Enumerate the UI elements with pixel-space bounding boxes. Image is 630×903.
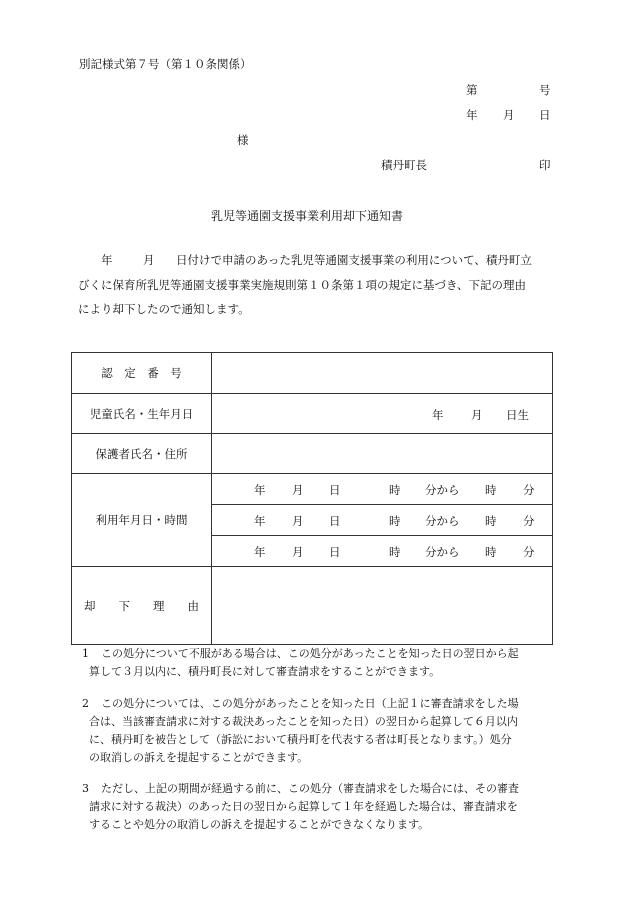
guardian-name-address-value: [212, 434, 553, 474]
slot-minute-end: 分: [523, 514, 535, 528]
body-year: 年: [101, 253, 113, 267]
birth-month-label: 月: [471, 407, 483, 422]
date-month: 月: [503, 108, 515, 122]
certification-number-label: 認 定 番 号: [72, 353, 212, 394]
body-line-3: により却下したので通知します。: [78, 302, 250, 316]
seal-mark: 印: [539, 158, 551, 172]
slot-day: 日: [329, 483, 341, 497]
note-2-line: に、積丹町を被告として（訴訟において積丹町を代表する者は町長となります。）処分: [89, 733, 512, 746]
slot-minute-end: 分: [523, 545, 535, 559]
slot-hour-end: 時: [485, 545, 497, 559]
note-2-number: 2: [82, 697, 89, 710]
date-day: 日: [539, 108, 551, 122]
document-number-prefix: 第: [466, 83, 478, 97]
slot-from: 分から: [425, 483, 460, 497]
note-3-line: 請求に対する裁決）のあった日の翌日から起算して１年を経過した場合は、審査請求を: [89, 800, 518, 813]
note-1-line: 算して３月以内に、積丹町長に対して審査請求をすることができます。: [89, 665, 441, 678]
slot-month: 月: [292, 514, 304, 528]
form-label: 別記様式第７号（第１０条関係）: [79, 57, 252, 71]
slot-hour: 時: [389, 483, 401, 497]
child-name-birthdate-value: [212, 394, 553, 434]
slot-hour-end: 時: [485, 483, 497, 497]
slot-year: 年: [254, 483, 266, 497]
note-2-line: 合は、当該審査請求に対する裁決あったことを知った日）の翌日から起算して６月以内: [89, 715, 518, 728]
usage-date-time-label: 利用年月日・時間: [72, 474, 212, 567]
slot-month: 月: [292, 483, 304, 497]
note-3-line: ただし、上記の期間が経過する前に、この処分（審査請求をした場合には、その審査: [101, 782, 519, 795]
slot-month: 月: [292, 545, 304, 559]
slot-from: 分から: [425, 514, 460, 528]
body-line-2: びくに保育所乳児等通園支援事業実施規則第１０条第１項の規定に基づき、下記の理由: [78, 278, 527, 292]
slot-day: 日: [329, 514, 341, 528]
sender-name: 積丹町長: [381, 158, 427, 172]
note-3-number: 3: [82, 782, 89, 795]
slot-from: 分から: [425, 545, 460, 559]
birth-day-label: 日生: [506, 407, 529, 422]
child-name-birthdate-label: 児童氏名・生年月日: [72, 394, 212, 434]
rejection-reason-value: [212, 567, 553, 645]
slot-hour: 時: [389, 514, 401, 528]
note-2-line: の取消しの訴えを提起することができます。: [89, 751, 309, 764]
document-number-suffix: 号: [539, 83, 551, 97]
document-title: 乳児等通園支援事業利用却下通知書: [211, 209, 404, 223]
usage-date-time-value: [212, 474, 553, 567]
usage-slot-row: [212, 474, 552, 505]
addressee-suffix: 様: [237, 133, 249, 147]
slot-hour-end: 時: [485, 514, 497, 528]
note-2-line: この処分については、この処分があったことを知った日（上記１に審査請求をした場: [101, 697, 519, 710]
slot-minute-end: 分: [523, 483, 535, 497]
guardian-name-address-label: 保護者氏名・住所: [72, 434, 212, 474]
body-line-1: 日付けで申請のあった乳児等通園支援事業の利用について、積丹町立: [176, 253, 532, 267]
date-year: 年: [466, 108, 478, 122]
certification-number-value: [212, 353, 553, 394]
body-month: 月: [143, 253, 155, 267]
usage-slot-row: [212, 505, 552, 536]
slot-hour: 時: [389, 545, 401, 559]
note-1-number: 1: [82, 647, 89, 660]
rejection-reason-label: 却 下 理 由: [72, 567, 212, 645]
note-1-line: この処分について不服がある場合は、この処分があったことを知った日の翌日から起: [101, 647, 519, 660]
birth-year-label: 年: [432, 407, 444, 422]
slot-year: 年: [254, 514, 266, 528]
application-table: [71, 352, 553, 645]
note-3-line: することや処分の取消しの訴えを提起することができなくなります。: [89, 818, 430, 831]
slot-day: 日: [329, 545, 341, 559]
usage-slot-row: [212, 536, 552, 566]
slot-year: 年: [254, 545, 266, 559]
